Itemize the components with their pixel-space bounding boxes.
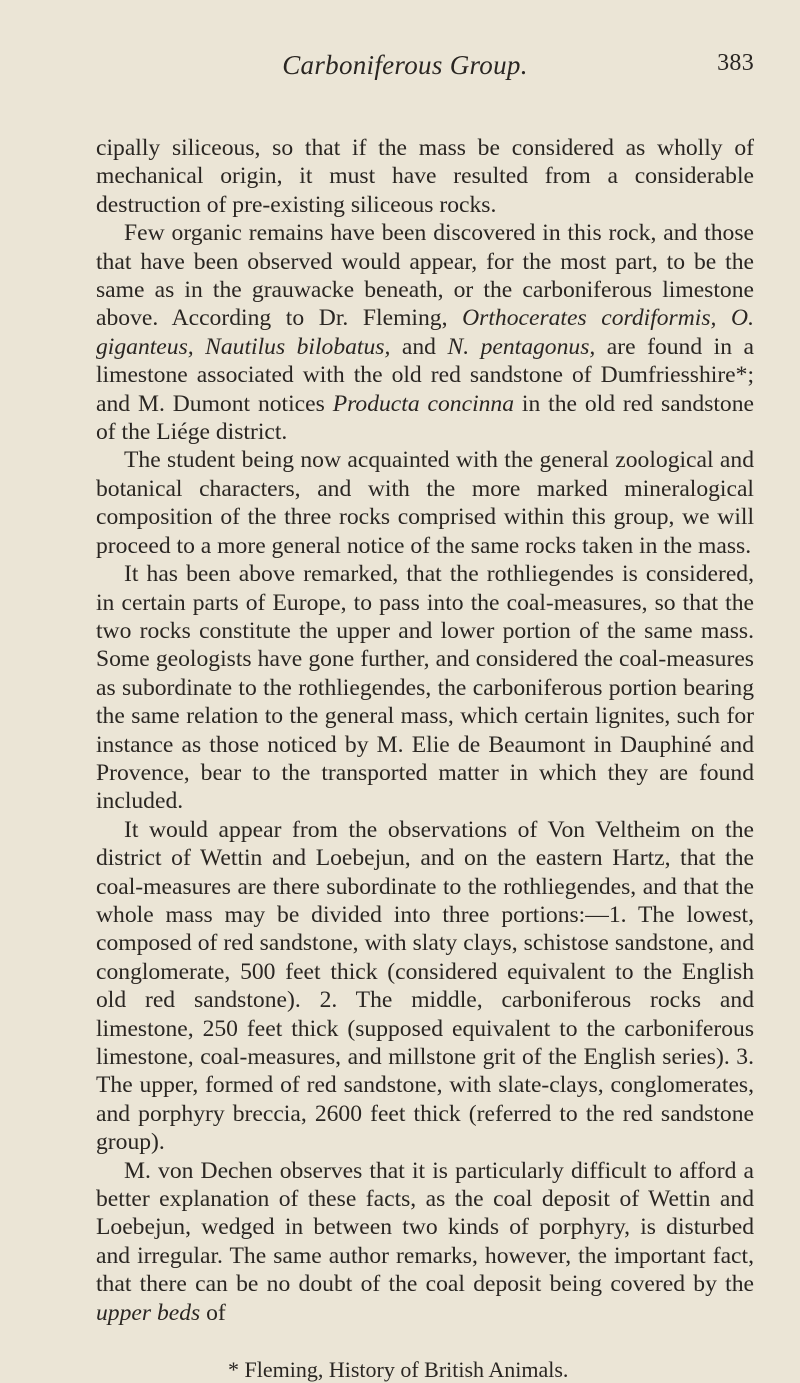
text-run: cipally siliceous, so that if the mass be considered as wholly of mechanical origin, it must have resulted from a considerable destruction of pre-existing siliceous rocks. <box>96 135 754 218</box>
page-number: 383 <box>717 50 754 76</box>
italic-text: upper beds <box>96 1299 201 1326</box>
text-run: M. von Dechen observes that it is particularly difficult to afford a better explanation of these facts, as the coal deposit of Wettin and Loebejun, wedged in between two kinds of porphyry, is disturbed and irregular. The same author remarks, however, the important fact, that there can be no doubt of the coal deposit being covered by the <box>96 1157 754 1298</box>
text-run: of <box>200 1299 226 1326</box>
footnote: * Fleming, History of British Animals. <box>228 1357 569 1383</box>
paragraph <box>96 446 754 560</box>
running-title: Carboniferous Group. <box>282 50 528 80</box>
paragraph <box>96 816 754 1157</box>
italic-text: Orthocerates cordiformis, O. giganteus, Nautilus bilobatus, <box>96 305 754 360</box>
paragraph <box>96 560 754 816</box>
text-run: and <box>390 333 448 360</box>
paragraph <box>96 219 754 446</box>
text-run: It has been above remarked, that the rothliegendes is considered, in certain parts of Europe, to pass into the coal-measures, so that the two rocks constitute the upper and lower portion of the same mass. Some geologists have gone further, and considered the coal-measures as subordinate to the rothliegendes, the carboniferous portion bearing the same relation to the general mass, which certain lignites, such for instance as those noticed by M. Elie de Beaumont in Dauphiné and Provence, bear to the transported matter in which they are found included. <box>96 561 754 815</box>
italic-text: N. pentagonus, <box>447 333 596 360</box>
running-head <box>96 50 754 90</box>
text-run: It would appear from the observations of Von Veltheim on the district of Wettin and Loebejun, and on the eastern Hartz, that the coal-measures are there subordinate to the rothliegendes, and that the whole mass may be divided into three portions:—1. The lowest, composed of red sandstone, with slaty clays, schistose sandstone, and conglomerate, 500 feet thick (considered equivalent to the English old red sandstone). 2. The middle, carboniferous rocks and limestone, 250 feet thick (supposed equivalent to the carboniferous limestone, coal-measures, and millstone grit of the English series). 3. The upper, formed of red sandstone, with slate-clays, conglomerates, and porphyry breccia, 2600 feet thick (referred to the red sandstone group). <box>96 816 754 1156</box>
text-run: The student being now acquainted with the general zoological and botanical characters, and with the more marked mineralogical composition of the three rocks comprised within this group, we will proceed to a more general notice of the same rocks taken in the mass. <box>96 447 754 559</box>
italic-text: Producta concinna <box>332 390 515 417</box>
paragraph <box>96 134 754 219</box>
text-run: are found in a limestone associated with the old red sandstone of Dumfriesshire*; and M. Dumont notices <box>96 333 754 417</box>
text-run: Few organic remains have been discovered in this rock, and those that have been observed would appear, for the most part, to be the same as in the grauwacke beneath, or the carboniferous limestone above. According to Dr. Fleming, <box>96 220 754 332</box>
text-run: in the old red sandstone of the Liége district. <box>96 390 754 446</box>
paragraph <box>96 1157 754 1327</box>
body-text <box>96 134 754 1327</box>
